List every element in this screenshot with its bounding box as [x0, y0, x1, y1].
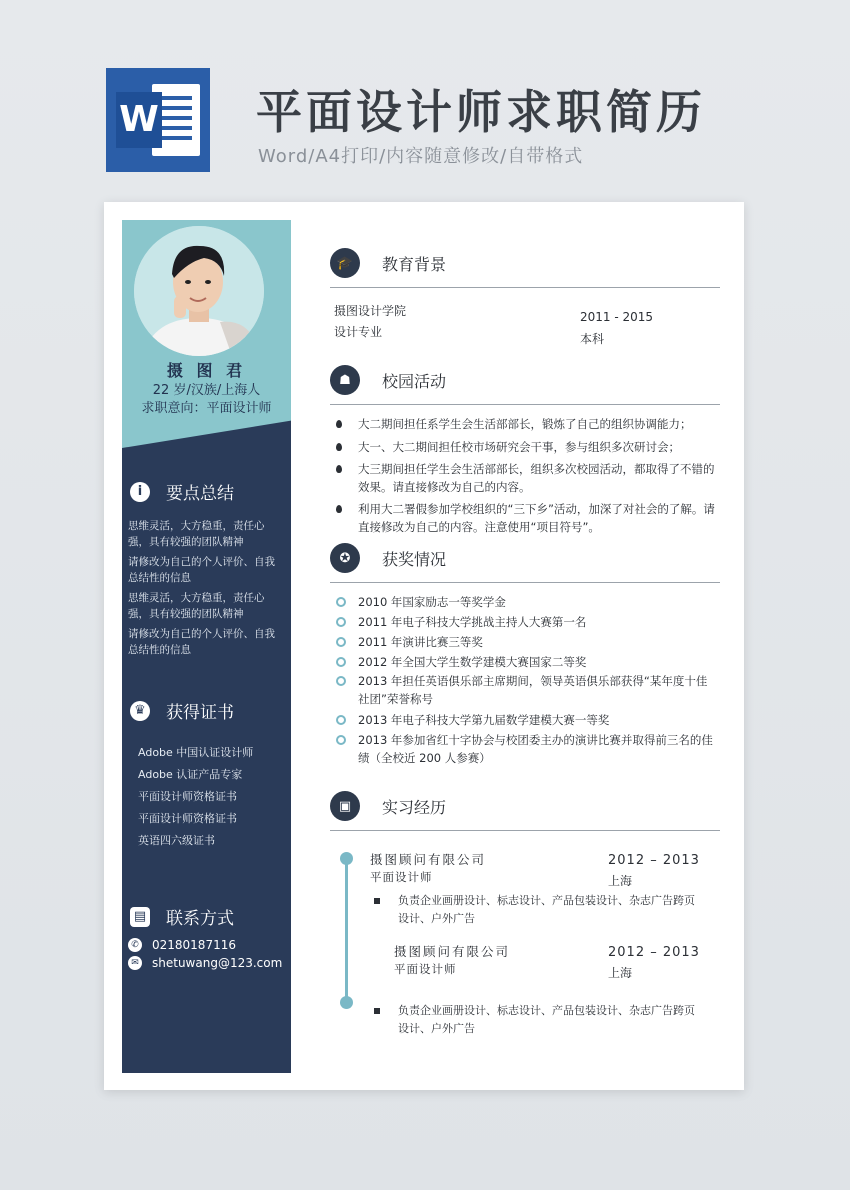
- award-item: 2011 年电子科技大学挑战主持人大赛第一名: [336, 613, 726, 631]
- timeline-dot: [340, 996, 353, 1009]
- major: 设计专业: [334, 325, 383, 339]
- award-item: 2011 年演讲比赛三等奖: [336, 633, 726, 651]
- contact-title: 联系方式: [166, 909, 234, 929]
- activities-heading: [330, 365, 720, 405]
- job-years: 2012 – 2013: [608, 945, 700, 960]
- certificates-list: [138, 742, 288, 852]
- job-description: 负责企业画册设计、标志设计、产品包装设计、杂志广告跨页设计、户外广告: [374, 1002, 704, 1038]
- awards-title: 获奖情况: [382, 550, 447, 569]
- job-years: 2012 – 2013: [608, 853, 700, 868]
- job-position: 平面设计师: [394, 962, 457, 976]
- summary-heading: [130, 479, 234, 504]
- certificate-item: Adobe 认证产品专家: [138, 768, 243, 781]
- graduation-cap-icon: 🎓: [330, 248, 360, 278]
- phone-number: 02180187116: [152, 938, 236, 952]
- internship-title: 实习经历: [382, 798, 447, 817]
- summary-paragraph: 请修改为自己的个人评价、自我总结性的信息: [128, 628, 275, 656]
- award-item: 2013 年参加省红十字协会与校团委主办的演讲比赛并取得前三名的佳绩（全校近 200 人参赛）: [336, 731, 714, 767]
- job-location: 上海: [608, 966, 633, 980]
- summary-paragraph: 思维灵活，大方稳重，责任心强，具有较强的团队精神: [128, 592, 265, 620]
- school-name: 摄图设计学院: [334, 304, 407, 318]
- email-address: shetuwang@123.com: [152, 956, 283, 970]
- word-logo: [106, 68, 210, 172]
- activity-item: 利用大二署假参加学校组织的“三下乡”活动，加深了对社会的了解。请直接修改为自己的内容。注意使用“项目符号”。: [336, 500, 721, 536]
- phone-icon: ✆: [128, 938, 142, 952]
- profile-info: 22 岁/汉族/上海人: [152, 383, 261, 398]
- job-description: 负责企业画册设计、标志设计、产品包装设计、杂志广告跨页设计、户外广告: [374, 892, 704, 928]
- contact-card-icon: ▤: [130, 907, 150, 927]
- education-heading: [330, 248, 720, 288]
- job-company: 摄图顾问有限公司: [394, 944, 511, 959]
- activity-item: 大三期间担任学生会生活部部长，组织多次校园活动，都取得了不错的效果。请直接修改为自己的内容。: [336, 460, 721, 496]
- profile-intent: 求职意向：平面设计师: [141, 401, 272, 416]
- certificate-item: 平面设计师资格证书: [138, 790, 237, 803]
- job-position: 平面设计师: [370, 870, 433, 884]
- page-subtitle: Word/A4打印/内容随意修改/自带格式: [258, 146, 584, 167]
- contact-phone: [128, 938, 236, 952]
- certificate-item: Adobe 中国认证设计师: [138, 746, 254, 759]
- internship-heading: [330, 791, 720, 831]
- profile-name: 摄 图 君: [166, 361, 247, 380]
- certificates-title: 获得证书: [166, 703, 234, 723]
- job-company: 摄图顾问有限公司: [370, 852, 487, 867]
- activity-item: 大一、大二期间担任校市场研究会干事，参与组织多次研讨会；: [336, 438, 721, 456]
- activity-item: 大二期间担任系学生会生活部部长，锻炼了自己的组织协调能力；: [336, 415, 721, 433]
- education-degree: 本科: [580, 332, 605, 346]
- contact-email: [128, 956, 282, 970]
- contact-heading: [130, 904, 234, 929]
- sidebar: [122, 220, 291, 1073]
- award-item: 2013 年担任英语俱乐部主席期间，领导英语俱乐部获得“某年度十佳社团”荣誉称号: [336, 672, 714, 708]
- award-item: 2012 年全国大学生数学建模大赛国家二等奖: [336, 653, 726, 671]
- briefcase-icon: ▣: [330, 791, 360, 821]
- crown-icon: ♛: [130, 701, 150, 721]
- mail-icon: ✉: [128, 956, 142, 970]
- certificate-item: 平面设计师资格证书: [138, 812, 237, 825]
- avatar-photo: [134, 226, 264, 356]
- award-item: 2010 年国家励志一等奖学金: [336, 593, 726, 611]
- avatar: [134, 226, 264, 356]
- certificate-item: 英语四六级证书: [138, 834, 215, 847]
- activity-icon: ☗: [330, 365, 360, 395]
- job-location: 上海: [608, 874, 633, 888]
- summary-title: 要点总结: [166, 484, 234, 504]
- certificates-heading: [130, 698, 234, 723]
- resume-paper: [104, 202, 744, 1090]
- word-letter: W: [116, 92, 162, 148]
- timeline-dot: [340, 852, 353, 865]
- education-title: 教育背景: [382, 255, 447, 274]
- medal-icon: ✪: [330, 543, 360, 573]
- summary-paragraph: 请修改为自己的个人评价、自我总结性的信息: [128, 556, 275, 584]
- timeline: [345, 858, 348, 1004]
- page-title: 平面设计师求职简历: [256, 85, 706, 139]
- award-item: 2013 年电子科技大学第九届数学建模大赛一等奖: [336, 711, 726, 729]
- activities-title: 校园活动: [382, 372, 447, 391]
- awards-heading: [330, 543, 720, 583]
- info-icon: i: [130, 482, 150, 502]
- education-years: 2011 - 2015: [580, 310, 654, 324]
- summary-paragraph: 思维灵活，大方稳重，责任心强，具有较强的团队精神: [128, 520, 265, 548]
